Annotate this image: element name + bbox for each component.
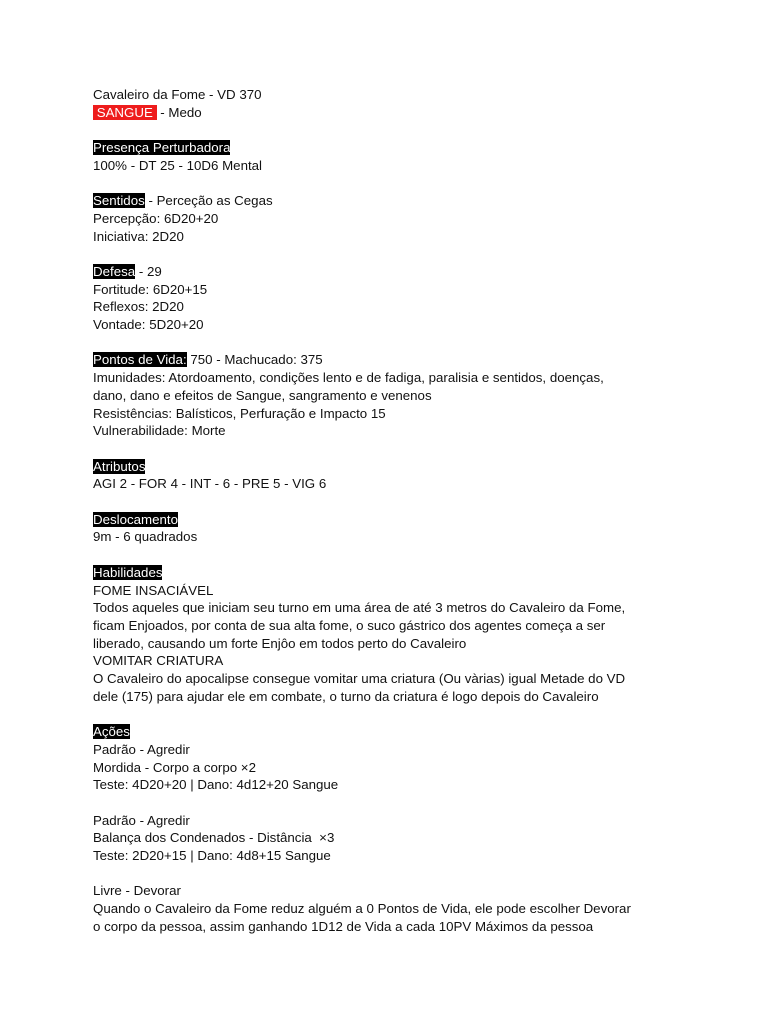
abilities-heading: Habilidades [93, 564, 163, 580]
spacer [93, 440, 683, 458]
actions-heading-line [93, 723, 683, 741]
ability-description-line: O Cavaleiro do apocalipse consegue vomitar uma criatura (Ou vàrias) igual Metade do VD [93, 671, 626, 687]
senses-heading-line [93, 192, 683, 210]
reflexes-value: Reflexos: 2D20 [93, 299, 184, 315]
will-value: Vontade: 5D20+20 [93, 317, 204, 333]
spacer [93, 334, 683, 352]
presence-heading: Presença Perturbadora [93, 140, 231, 156]
attributes-heading-line [93, 458, 683, 476]
spacer [93, 175, 683, 193]
action-type: Padrão - Agredir [93, 812, 190, 828]
defense-heading-rest: - 29 [135, 263, 162, 279]
fortitude-value: Fortitude: 6D20+15 [93, 281, 208, 297]
ability-description-line: ficam Enjoados, por conta de sua alta fome, o suco gástrico dos agentes começa a ser [93, 617, 606, 633]
immunities-line-2: dano, dano e efeitos de Sangue, sangramento e venenos [93, 387, 432, 403]
spacer [93, 546, 683, 564]
free-action-description-line: o corpo da pessoa, assim ganhando 1D12 de Vida a cada 10PV Máximos da pessoa [93, 918, 594, 934]
creature-title: Cavaleiro da Fome - VD 370 [93, 87, 262, 102]
movement-heading: Deslocamento [93, 511, 178, 527]
spacer [93, 706, 683, 724]
attributes-value: AGI 2 - FOR 4 - INT - 6 - PRE 5 - VIG 6 [93, 476, 327, 492]
actions-heading: Ações [93, 724, 130, 740]
spacer [93, 865, 683, 883]
spacer [93, 794, 683, 812]
creature-element-line [93, 104, 683, 122]
resistances-value: Resistências: Balísticos, Perfuração e Impacto 15 [93, 405, 386, 421]
spacer [93, 493, 683, 511]
presence-value: 100% - DT 25 - 10D6 Mental [93, 157, 263, 173]
element-rest: - Medo [156, 104, 202, 120]
defense-heading: Defesa [93, 263, 136, 279]
immunities-line-1: Imunidades: Atordoamento, condições lento e de fadiga, paralisia e sentidos, doenças, [93, 370, 604, 386]
spacer [93, 121, 683, 139]
vulnerability-value: Vulnerabilidade: Morte [93, 423, 226, 439]
creature-stat-sheet [93, 86, 683, 936]
ability-description-line: dele (175) para ajudar ele em combate, o turno da criatura é logo depois do Cavaleiro [93, 688, 599, 704]
free-action-description-line: Quando o Cavaleiro da Fome reduz alguém a 0 Pontos de Vida, ele pode escolher Devorar [93, 901, 631, 917]
spacer [93, 245, 683, 263]
perception-value: Percepção: 6D20+20 [93, 210, 219, 226]
movement-value: 9m - 6 quadrados [93, 529, 198, 545]
health-heading-line [93, 351, 683, 369]
health-heading-rest: 750 - Machucado: 375 [186, 352, 323, 368]
action-name: Mordida - Corpo a corpo ×2 [93, 759, 256, 775]
action-roll: Teste: 4D20+20 | Dano: 4d12+20 Sangue [93, 777, 339, 793]
ability-description-line: Todos aqueles que iniciam seu turno em uma área de até 3 metros do Cavaleiro da Fome, [93, 600, 626, 616]
health-heading: Pontos de Vida: [93, 352, 187, 368]
movement-heading-line [93, 511, 683, 529]
action-name: Balança dos Condenados - Distância ×3 [93, 830, 335, 846]
action-roll: Teste: 2D20+15 | Dano: 4d8+15 Sangue [93, 848, 331, 864]
ability-name: VOMITAR CRIATURA [93, 653, 224, 669]
defense-heading-line [93, 263, 683, 281]
presence-heading-line [93, 139, 683, 157]
attributes-heading: Atributos [93, 458, 146, 474]
initiative-value: Iniciativa: 2D20 [93, 228, 184, 244]
senses-heading-rest: - Perceção as Cegas [144, 193, 273, 209]
action-type: Padrão - Agredir [93, 741, 190, 757]
element-tag: SANGUE [93, 104, 157, 120]
abilities-heading-line [93, 564, 683, 582]
ability-name: FOME INSACIÁVEL [93, 582, 214, 598]
senses-heading: Sentidos [93, 193, 145, 209]
ability-description-line: liberado, causando um forte Enjôo em todos perto do Cavaleiro [93, 635, 467, 651]
free-action-type: Livre - Devorar [93, 883, 181, 899]
